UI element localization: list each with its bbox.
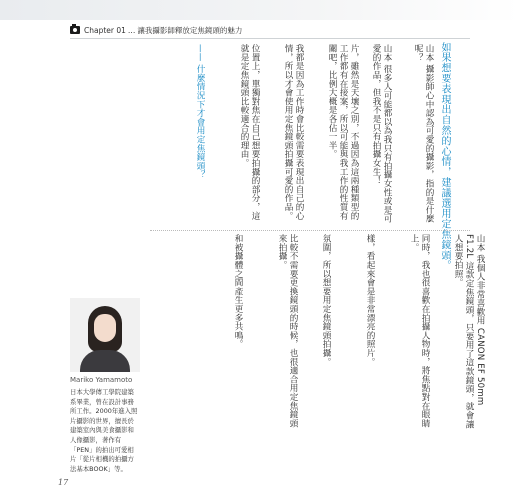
column-divider bbox=[150, 230, 470, 231]
camera-icon bbox=[70, 26, 80, 34]
author-bio: 日本大學傳工學院建築系畢業，曾在設計事務所工作。2000年進入照片攝影的世界，擅長於建築室內與美食攝影和人像攝影，著作有「PEN」的拍出可愛相片「從片相機的拍攝方法基本BOOK」等。 bbox=[70, 388, 138, 473]
author-name: Mariko Yamamoto bbox=[70, 376, 133, 384]
section-title: 如果想要表現出自然的心情，建議選用定焦鏡頭。 bbox=[439, 42, 450, 271]
body-column-12: 和被攝體之間產生更多共鳴。 bbox=[233, 234, 243, 349]
page-number: 17 bbox=[58, 478, 69, 487]
body-column-11: 比較不需要更換鏡頭的時候，也很適合用定焦鏡頭來拍攝。 bbox=[277, 234, 298, 428]
chapter-label: Chapter 01 bbox=[84, 25, 126, 35]
body-column-3: 片，雖然是天壤之別，不過因為這兩種類型的工作都有在接案，所以可能與我工作的性質有關吧，比例大概是各佔一半。 bbox=[327, 44, 359, 220]
running-header bbox=[70, 23, 242, 37]
body-column-4: 我都是因為工作時會比較需要表現出自己的心情，所以才會使用定焦鏡頭拍攝可愛的作品。 bbox=[283, 44, 304, 220]
body-column-5: 位置上，單獨對焦在自己想要拍攝的部分，這就是定焦鏡頭比較適合的理由。 bbox=[239, 44, 260, 220]
author-portrait bbox=[70, 298, 140, 372]
header-divider bbox=[70, 38, 470, 39]
body-column-2: 山本 很多人可能都以為我只有拍攝女性或是可愛的作品，但我不是只有拍攝女生！ bbox=[371, 44, 392, 223]
chapter-title: 讓我攝影師釋放定焦鏡頭的魅力 bbox=[137, 25, 243, 35]
top-gradient-band bbox=[0, 0, 520, 20]
body-column-9: 樣，看起來會是非常漂亮的照片。 bbox=[365, 234, 375, 366]
body-column-1: 山本 攝影師心中認為可愛的攝影，指的是什麼呢？ bbox=[413, 44, 434, 223]
header-separator: … bbox=[127, 25, 136, 35]
body-column-8: 同時，我也很喜歡在拍攝人物時，將焦點對在眼睛上。 bbox=[409, 234, 430, 428]
body-column-7: 山本 我個人非常喜歡用 CANON EF 50mm F1.2L 這款定焦鏡頭，只要用了這款鏡頭，就會讓人想要拍照。 bbox=[453, 234, 485, 429]
interview-question: —— 什麼情況下才會用定焦鏡頭？ bbox=[195, 44, 205, 179]
body-column-10: 氛圍，所以想要用定焦鏡頭拍攝。 bbox=[321, 234, 331, 366]
